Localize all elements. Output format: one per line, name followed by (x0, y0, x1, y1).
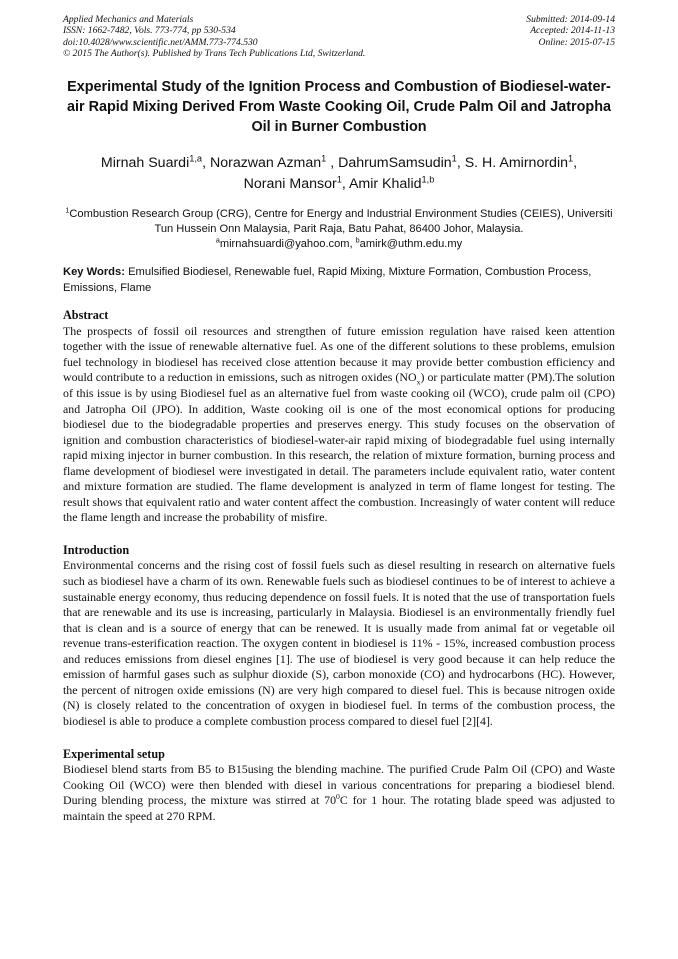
affiliation-mark: 1 (65, 205, 70, 215)
affiliation-text: Combustion Research Group (CRG), Centre for Energy and Industrial Environment Studies (CEIES), Universiti Tun Hussein Onn Malaysia, Parit Raja, Batu Pahat, 86400 Johor, Malaysia. (69, 208, 613, 236)
author-affil-mark: 1 (451, 153, 457, 164)
journal-header (63, 14, 615, 59)
subscript: x (416, 377, 421, 387)
journal-name: Applied Mechanics and Materials (63, 14, 194, 25)
author-affil-mark: 1 (321, 153, 327, 164)
journal-doi: doi:10.4028/www.scientific.net/AMM.773-774.530 (63, 36, 258, 48)
author-affil-mark: 1 (568, 153, 574, 164)
email-link[interactable]: mirnahsuardi@yahoo.com, (219, 238, 356, 251)
journal-info (63, 14, 365, 59)
introduction-heading: Introduction (63, 542, 130, 557)
superscript: 0 (336, 792, 340, 802)
online-date: Online: 2015-07-15 (538, 36, 615, 48)
author-name: DahrumSamsudin (338, 155, 452, 172)
keywords-text: Emulsified Biodiesel, Renewable fuel, Rapid Mixing, Mixture Formation, Combustion Process, Emissions, Flame (63, 266, 592, 294)
abstract-part: The prospects of fossil oil resources and strengthen of future emission regulation have raised keen attention together with the issue of renewable alternative fuel. As one of the different solutions to these problems, emulsion fuel technology in biodiesel has received close attention because it may provide better combustion efficiency and would contribute to a reduction in emissions, such as nitrogen oxides (NO (63, 323, 615, 385)
accepted-date: Accepted: 2014-11-13 (530, 25, 615, 37)
experimental-section (63, 747, 615, 825)
paper-page (63, 14, 615, 824)
experimental-heading: Experimental setup (63, 746, 165, 761)
abstract-section (63, 308, 615, 526)
experimental-part: C for 1 hour. The rotating blade speed was adjusted to maintain the speed at 270 RPM. (63, 793, 615, 823)
introduction-text: Environmental concerns and the rising cost of fossil fuels such as diesel resulting in research on alternative fuels such as biodiesel have a charm of its own. Renewable fuels such as biodiesel continues to be of interest to achieve a sustainable energy economy, thus reducing dependence on fossil fuels. It is noted that the use of transportation fuels that are renewable and its use is increasing, particularly in Malaysia. Biodiesel is an environmentally friendly fuel that is clean and is a source of energy that can be renewed. It is usually made from animal fat or vegetable oil revenue trans-esterification reaction. The oxygen content in biodiesel is 11% - 15%, increased combustion process and reduces emissions from diesel engines [1]. The use of biodiesel is very good because it can help reduce the emission of harmful gases such as sulphur dioxide (S), carbon monoxide (CO) and hydrocarbons (HC). However, the percent of nitrogen oxide emissions (N) are very high compared to diesel fuel. This is because nitrogen oxide (N) is closely related to the concentration of oxygen in biodiesel fuel. In terms of the combustion process, the biodiesel is able to produce a complete combustion process compared to diesel fuel [2][4]. (63, 558, 615, 728)
author-list: Mirnah Suardi$^{1,a}$, Norazwan Azman$^1$ , DahrumSamsudin$^1$, S. H. Amirnordin$^1$, Norani Mansor$^1$, Amir Khalid$^{1,b}$ (100, 153, 578, 193)
author-name: S. H. Amirnordin (464, 155, 568, 172)
author-affil-mark: 1,a (189, 153, 203, 164)
author-name: Norazwan Azman (209, 155, 322, 172)
experimental-text (63, 762, 615, 824)
email-link[interactable]: amirk@uthm.edu.my (359, 238, 463, 251)
submitted-date: Submitted: 2014-09-14 (526, 14, 615, 25)
paper-title: Experimental Study of the Ignition Process and Combustion of Biodiesel-water-air Rapid Mixing Derived From Waste Cooking Oil, Crude Palm Oil and Jatropha Oil in Burner Combustion (66, 79, 611, 136)
experimental-part: Biodiesel blend starts from B5 to B15using the blending machine. The purified Crude Palm Oil (CPO) and Waste Cooking Oil (WCO) were then blended with diesel in various concentrations for preparing a biodiesel blend. During blending process, the mixture was stirred at 70 (63, 762, 615, 808)
email-mark: a (215, 235, 220, 245)
keywords-label: Key Words: (63, 266, 125, 279)
author-affil-mark: 1 (336, 174, 342, 185)
submission-dates (526, 14, 615, 59)
author-name: Amir Khalid (348, 176, 422, 193)
journal-issn: ISSN: 1662-7482, Vols. 773-774, pp 530-534 (63, 25, 236, 37)
abstract-heading: Abstract (63, 308, 109, 323)
abstract-text (63, 324, 615, 526)
author-affil-mark: 1,b (421, 174, 435, 185)
abstract-part: ) or particulate matter (PM).The solution of this issue is by using Biodiesel fuel as an alternative fuel from waste cooking oil (WCO), crude palm oil (CPO) and Jatropha Oil (JPO). In addition, Waste cooking oil is one of the most economical options for producing biodiesel due to the biodegradable properties and preserves energy. This study focuses on the observation of ignition and combustion characteristics of biodiesel-water-air rapid mixing of biodegradable fuel using internally rapid mixing injector in burner combustion. In this research, the relation of mixture formation, burning process and flame development of biodiesel were investigated in detail. The parameters include equivalent ratio, water content and mixture formation are studied. The flame development is analyzed in term of flame longest for testing. The result shows that equivalent ratio and water content affect the combustion. Increasingly of water content will reduce the flame length and increase the probability of misfire. (63, 370, 615, 525)
introduction-section (63, 543, 615, 730)
author-name: Mirnah Suardi (100, 155, 190, 172)
author-name: Norani Mansor (243, 176, 337, 193)
keywords (63, 265, 615, 296)
email-mark: b (355, 235, 360, 245)
journal-copyright: © 2015 The Author(s). Published by Trans Tech Publications Ltd, Switzerland. (63, 47, 366, 59)
affiliation (63, 207, 615, 252)
